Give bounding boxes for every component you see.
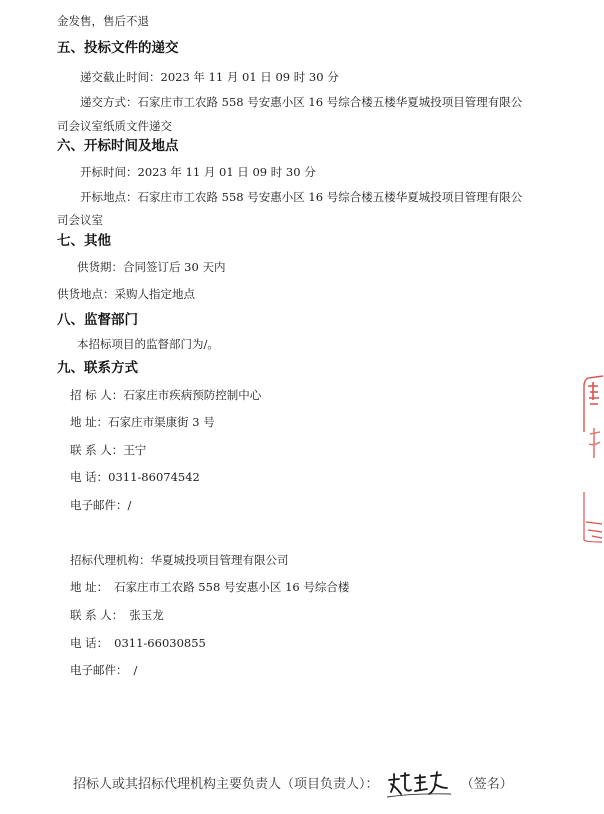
agency-email: / <box>133 663 138 677</box>
tenderer-phone: 0311-86074542 <box>108 470 200 484</box>
tenderer-contact-row <box>70 443 146 457</box>
agency-email-label: 电子邮件： <box>70 663 128 677</box>
supervision-text: 本招标项目的监督部门为/。 <box>77 337 219 351</box>
tenderer-name-label: 招 标 人： <box>70 388 124 402</box>
opening-time: 开标时间：2023 年 11 月 01 日 09 时 30 分 <box>80 165 316 179</box>
section-5-heading: 五、投标文件的递交 <box>57 40 179 56</box>
opening-place-line2: 司会议室 <box>57 213 103 227</box>
agency-phone: 0311-66030855 <box>114 636 206 650</box>
tenderer-contact-label: 联 系 人： <box>70 443 124 457</box>
section-7-heading: 七、其他 <box>57 233 111 249</box>
submission-method-line2: 司会议室纸质文件递交 <box>57 119 172 133</box>
submission-method-line1: 递交方式：石家庄市工农路 558 号安惠小区 16 号综合楼五楼华夏城投项目管理有限公 <box>80 95 523 109</box>
tenderer-name-row <box>70 388 261 402</box>
submission-deadline: 递交截止时间：2023 年 11 月 01 日 09 时 30 分 <box>80 70 339 84</box>
agency-name-label: 招标代理机构： <box>70 553 151 567</box>
tenderer-phone-label: 电 话： <box>70 470 109 484</box>
agency-address: 石家庄市工农路 558 号安惠小区 16 号综合楼 <box>114 580 350 594</box>
signature-suffix: （签名） <box>460 777 513 792</box>
agency-name-row <box>70 553 289 567</box>
tenderer-name: 石家庄市疾病预防控制中心 <box>123 388 262 402</box>
tenderer-phone-row <box>70 470 200 484</box>
top-line: 金发售，售后不退 <box>57 14 149 28</box>
opening-place-line1: 开标地点：石家庄市工农路 558 号安惠小区 16 号综合楼五楼华夏城投项目管理有限公 <box>80 190 523 204</box>
tenderer-email-label: 电子邮件： <box>70 498 128 512</box>
tenderer-email-row <box>70 498 131 512</box>
agency-contact: 张玉龙 <box>129 608 164 622</box>
agency-name: 华夏城投项目管理有限公司 <box>150 553 289 567</box>
agency-email-row <box>70 663 137 677</box>
tenderer-email: / <box>127 498 132 512</box>
agency-phone-row <box>70 636 206 650</box>
section-9-heading: 九、联系方式 <box>57 360 138 376</box>
section-8-heading: 八、监督部门 <box>57 312 138 328</box>
supply-period: 供货期：合同签订后 30 天内 <box>77 260 226 274</box>
agency-address-row <box>70 580 349 594</box>
agency-contact-label: 联 系 人： <box>70 608 124 622</box>
agency-phone-label: 电 话： <box>70 636 109 650</box>
red-seal-stamp <box>582 372 604 544</box>
handwritten-signature <box>385 770 453 800</box>
section-6-heading: 六、开标时间及地点 <box>57 138 179 154</box>
supply-location: 供货地点：采购人指定地点 <box>57 287 195 301</box>
signature-row <box>73 770 513 800</box>
tenderer-address-row <box>70 415 215 429</box>
tenderer-address-label: 地 址： <box>70 415 109 429</box>
signature-label: 招标人或其招标代理机构主要负责人（项目负责人）： <box>73 777 379 792</box>
agency-address-label: 地 址： <box>70 580 109 594</box>
tenderer-address: 石家庄市渠康街 3 号 <box>108 415 215 429</box>
agency-contact-row <box>70 608 164 622</box>
tenderer-contact: 王宁 <box>123 443 147 457</box>
